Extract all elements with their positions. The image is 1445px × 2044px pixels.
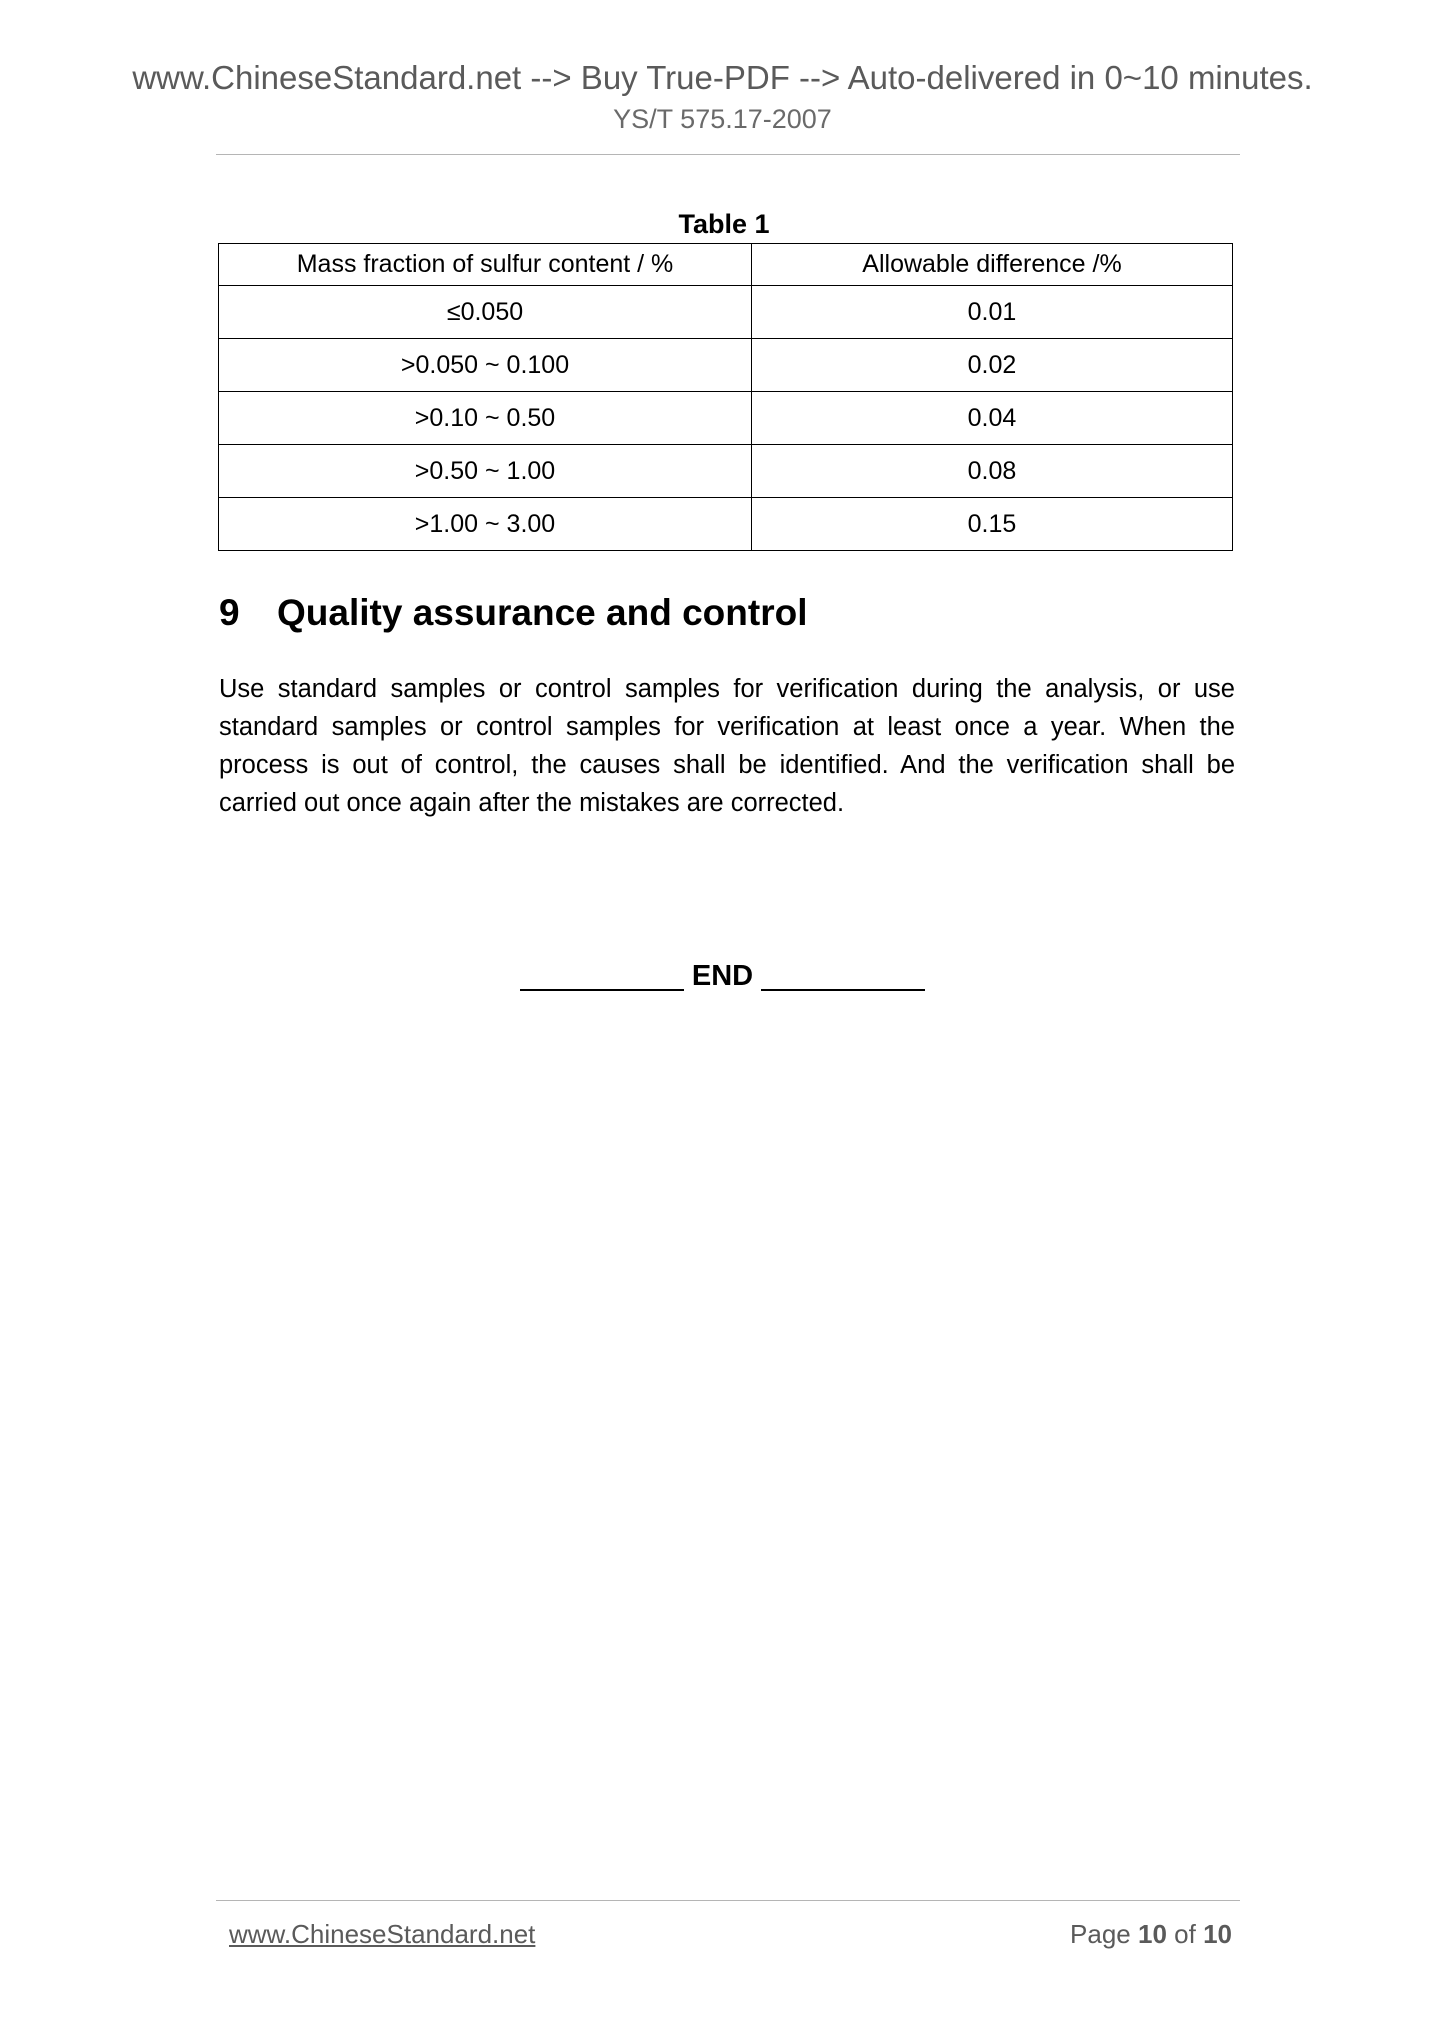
table-cell: 0.01 (752, 286, 1233, 339)
table-row (219, 286, 1233, 339)
end-text: END (691, 960, 754, 992)
table-row (219, 445, 1233, 498)
page-current: 10 (1138, 1919, 1167, 1949)
section-number: 9 (219, 592, 240, 633)
table-cell: 0.02 (752, 339, 1233, 392)
section-title-text: Quality assurance and control (277, 592, 808, 633)
allowable-difference-table (218, 243, 1233, 551)
table-cell: >1.00 ~ 3.00 (219, 498, 752, 551)
table-cell: >0.50 ~ 1.00 (219, 445, 752, 498)
page-indicator (1070, 1917, 1232, 1951)
table-row (219, 498, 1233, 551)
table-row (219, 339, 1233, 392)
end-underline-left (520, 967, 684, 991)
table-cell: ≤0.050 (219, 286, 752, 339)
section-paragraph: Use standard samples or control samples for verification during the analysis, or use standard samples or control samples for verification at least once a year. When the process is out of control, the causes shall be identified. And the verification shall be carried out once again after the mistakes are corrected. (219, 675, 1235, 817)
table-header-row (219, 244, 1233, 286)
table-caption: Table 1 (678, 209, 770, 239)
header-banner: www.ChineseStandard.net --> Buy True-PDF --> Auto-delivered in 0~10 minutes. (132, 59, 1313, 96)
footer-website-link[interactable]: www.ChineseStandard.net (229, 1919, 536, 1949)
document-number: YS/T 575.17-2007 (613, 104, 832, 134)
page-total: 10 (1203, 1919, 1232, 1949)
end-underline-right (761, 967, 925, 991)
table-cell: >0.10 ~ 0.50 (219, 392, 752, 445)
end-marker (0, 958, 1445, 994)
table-cell: 0.15 (752, 498, 1233, 551)
table-row (219, 392, 1233, 445)
table-cell: 0.04 (752, 392, 1233, 445)
page-of: of (1174, 1919, 1196, 1949)
table-cell: 0.08 (752, 445, 1233, 498)
footer-divider (216, 1900, 1240, 1901)
section-heading (219, 590, 807, 636)
column-header: Mass fraction of sulfur content / % (219, 244, 752, 286)
column-header: Allowable difference /% (752, 244, 1233, 286)
table-cell: >0.050 ~ 0.100 (219, 339, 752, 392)
header-divider (216, 154, 1240, 155)
page-label: Page (1070, 1919, 1131, 1949)
